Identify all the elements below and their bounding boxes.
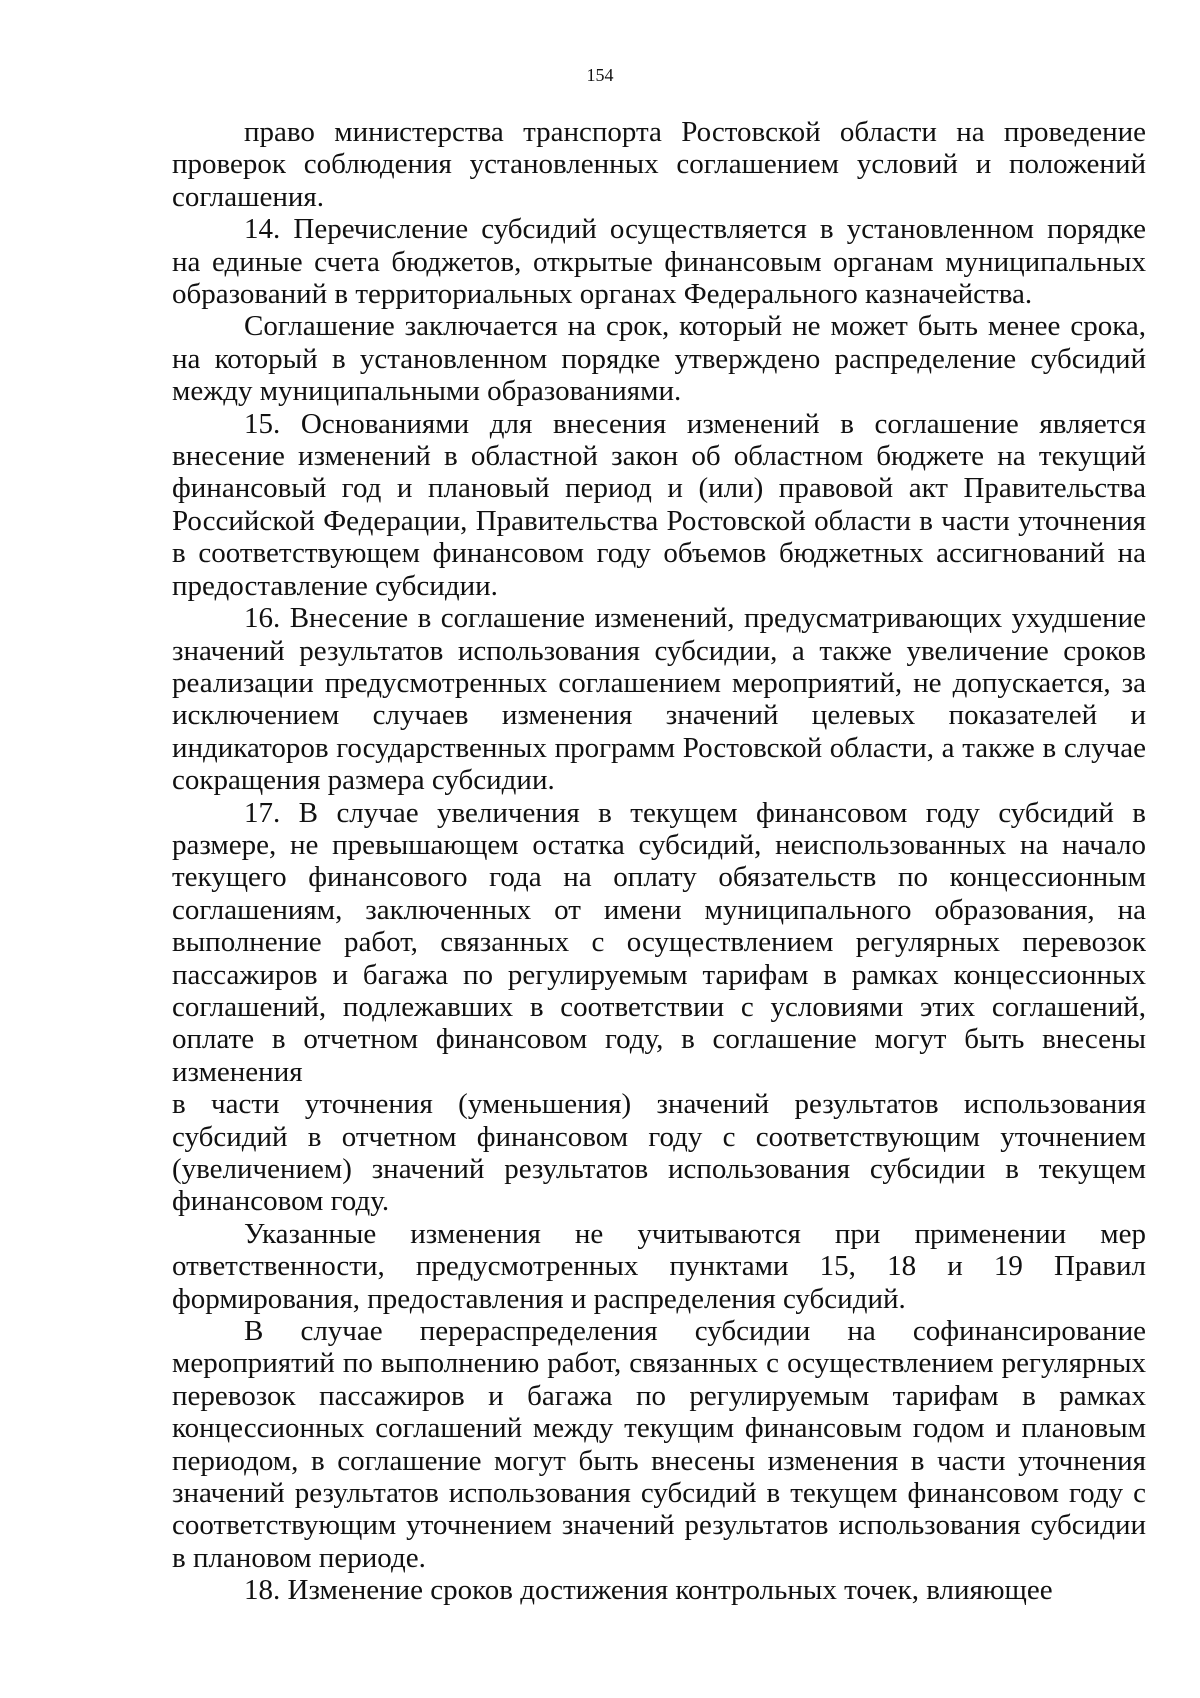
paragraph: 16. Внесение в соглашение изменений, предусматривающих ухудшение значений результатов использования субсидии, а также увеличение сроков реализации предусмотренных соглашением мероприятий, не допускается, за исключением случаев изменения значений целевых показателей и индикаторов государственных программ Ростовской области, а также в случае сокращения размера субсидии. bbox=[172, 602, 1146, 797]
paragraph: В случае перераспределения субсидии на софинансирование мероприятий по выполнению работ, связанных с осуществлением регулярных перевозок пассажиров и багажа по регулируемым тарифам в рамках концессионных соглашений между текущим финансовым годом и плановым периодом, в соглашение могут быть внесены изменения в части уточнения значений результатов использования субсидий в текущем финансовом году с соответствующим уточнением значений результатов использования субсидии в плановом периоде. bbox=[172, 1315, 1146, 1574]
paragraph: в части уточнения (уменьшения) значений результатов использования субсидий в отчетном финансовом году с соответствующим уточнением (увеличением) значений результатов использования субсидии в текущем финансовом году. bbox=[172, 1088, 1146, 1218]
document-body bbox=[172, 116, 1146, 1607]
page-number: 154 bbox=[586, 65, 614, 85]
paragraph: Указанные изменения не учитываются при применении мер ответственности, предусмотренных пунктами 15, 18 и 19 Правил формирования, предоставления и распределения субсидий. bbox=[172, 1217, 1146, 1315]
paragraph: 14. Перечисление субсидий осуществляется в установленном порядке на единые счета бюджетов, открытые финансовым органам муниципальных образований в территориальных органах Федерального казначейства. bbox=[172, 213, 1146, 311]
paragraph: 15. Основаниями для внесения изменений в соглашение является внесение изменений в областной закон об областном бюджете на текущий финансовый год и плановый период и (или) правовой акт Правительства Российской Федерации, Правительства Ростовской области в части уточнения в соответствующем финансовом году объемов бюджетных ассигнований на предоставление субсидии. bbox=[172, 407, 1146, 602]
paragraph: Соглашение заключается на срок, который не может быть менее срока, на который в установленном порядке утверждено распределение субсидий между муниципальными образованиями. bbox=[172, 310, 1146, 408]
paragraph: 17. В случае увеличения в текущем финансовом году субсидий в размере, не превышающем остатка субсидий, неиспользованных на начало текущего финансового года на оплату обязательств по концессионным соглашениям, заключенных от имени муниципального образования, на выполнение работ, связанных с осуществлением регулярных перевозок пассажиров и багажа по регулируемым тарифам в рамках концессионных соглашений, подлежавших в соответствии с условиями этих соглашений, оплате в отчетном финансовом году, в соглашение могут быть внесены изменения bbox=[172, 796, 1146, 1088]
paragraph: 18. Изменение сроков достижения контрольных точек, влияющее bbox=[244, 1574, 1053, 1607]
paragraph: право министерства транспорта Ростовской области на проведение проверок соблюдения установленных соглашением условий и положений соглашения. bbox=[172, 116, 1146, 213]
